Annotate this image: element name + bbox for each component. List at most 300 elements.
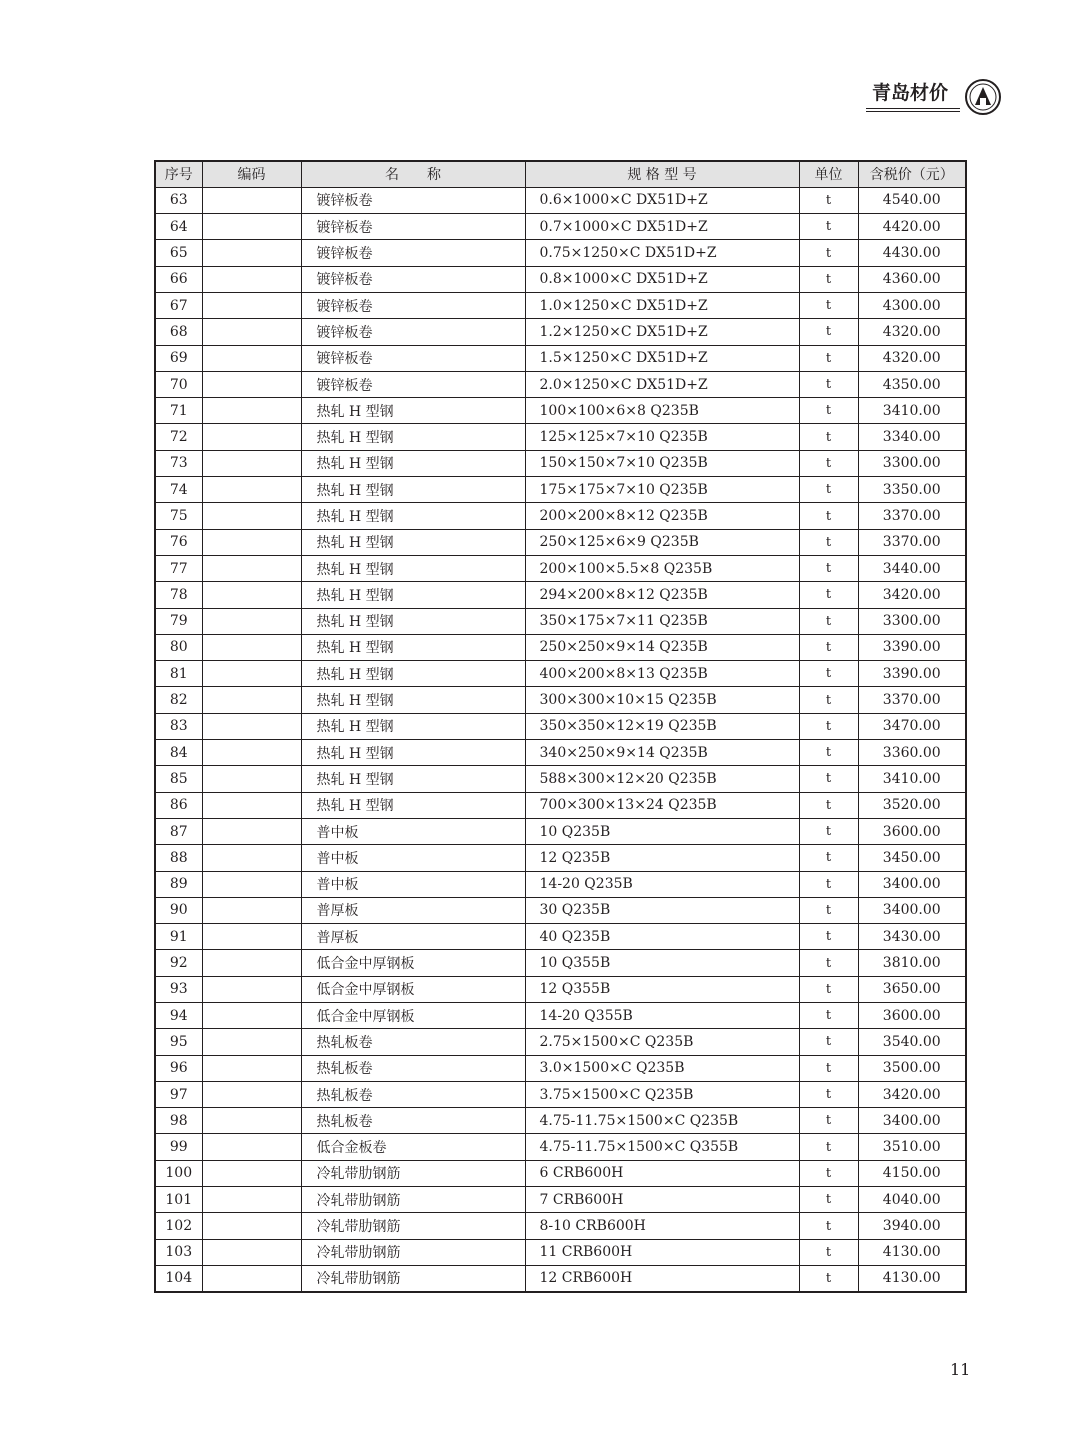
spec-cell: 200×200×8×12 Q235B xyxy=(525,503,799,529)
spec-cell: 2.75×1500×C Q235B xyxy=(525,1029,799,1055)
spec-cell: 6 CRB600H xyxy=(525,1160,799,1186)
spec-cell: 588×300×12×20 Q235B xyxy=(525,766,799,792)
price-cell: 3470.00 xyxy=(858,713,966,739)
unit-cell: t xyxy=(799,319,858,345)
price-cell: 3420.00 xyxy=(858,1081,966,1107)
spec-cell: 3.0×1500×C Q235B xyxy=(525,1055,799,1081)
name-cell: 热轧 H 型钢 xyxy=(301,529,525,555)
price-cell: 3600.00 xyxy=(858,1003,966,1029)
row-number-cell: 66 xyxy=(155,266,202,292)
spec-cell: 10 Q355B xyxy=(525,950,799,976)
code-cell xyxy=(202,924,301,950)
name-cell: 镀锌板卷 xyxy=(301,187,525,213)
column-header-name: 名 称 xyxy=(301,161,525,187)
row-number-cell: 91 xyxy=(155,924,202,950)
price-cell: 4420.00 xyxy=(858,214,966,240)
unit-cell: t xyxy=(799,187,858,213)
table-header xyxy=(155,161,966,187)
table-row xyxy=(155,1108,966,1134)
spec-cell: 300×300×10×15 Q235B xyxy=(525,687,799,713)
code-cell xyxy=(202,608,301,634)
code-cell xyxy=(202,529,301,555)
row-number-cell: 94 xyxy=(155,1003,202,1029)
code-cell xyxy=(202,1213,301,1239)
spec-cell: 14-20 Q235B xyxy=(525,871,799,897)
unit-cell: t xyxy=(799,792,858,818)
price-cell: 3440.00 xyxy=(858,555,966,581)
row-number-cell: 81 xyxy=(155,661,202,687)
price-cell: 3400.00 xyxy=(858,897,966,923)
unit-cell: t xyxy=(799,871,858,897)
unit-cell: t xyxy=(799,477,858,503)
table-body xyxy=(155,187,966,1291)
code-cell xyxy=(202,371,301,397)
spec-cell: 125×125×7×10 Q235B xyxy=(525,424,799,450)
price-cell: 3340.00 xyxy=(858,424,966,450)
table-row xyxy=(155,740,966,766)
table-row xyxy=(155,976,966,1002)
spec-cell: 0.8×1000×C DX51D+Z xyxy=(525,266,799,292)
code-cell xyxy=(202,1003,301,1029)
unit-cell: t xyxy=(799,345,858,371)
table-row xyxy=(155,371,966,397)
unit-cell: t xyxy=(799,1134,858,1160)
name-cell: 热轧 H 型钢 xyxy=(301,792,525,818)
unit-cell: t xyxy=(799,529,858,555)
price-cell: 4320.00 xyxy=(858,345,966,371)
row-number-cell: 63 xyxy=(155,187,202,213)
code-cell xyxy=(202,266,301,292)
code-cell xyxy=(202,477,301,503)
unit-cell: t xyxy=(799,713,858,739)
code-cell xyxy=(202,1134,301,1160)
code-cell xyxy=(202,1160,301,1186)
table-row xyxy=(155,1265,966,1291)
name-cell: 热轧 H 型钢 xyxy=(301,555,525,581)
name-cell: 普中板 xyxy=(301,818,525,844)
unit-cell: t xyxy=(799,818,858,844)
price-cell: 3370.00 xyxy=(858,503,966,529)
name-cell: 普中板 xyxy=(301,871,525,897)
spec-cell: 10 Q235B xyxy=(525,818,799,844)
row-number-cell: 84 xyxy=(155,740,202,766)
price-cell: 3360.00 xyxy=(858,740,966,766)
unit-cell: t xyxy=(799,1108,858,1134)
unit-cell: t xyxy=(799,1213,858,1239)
code-cell xyxy=(202,398,301,424)
row-number-cell: 70 xyxy=(155,371,202,397)
table-row xyxy=(155,1187,966,1213)
unit-cell: t xyxy=(799,555,858,581)
price-cell: 3420.00 xyxy=(858,582,966,608)
row-number-cell: 72 xyxy=(155,424,202,450)
column-header-unit: 单位 xyxy=(799,161,858,187)
name-cell: 热轧 H 型钢 xyxy=(301,634,525,660)
row-number-cell: 64 xyxy=(155,214,202,240)
unit-cell: t xyxy=(799,950,858,976)
spec-cell: 7 CRB600H xyxy=(525,1187,799,1213)
header-row xyxy=(155,161,966,187)
name-cell: 冷轧带肋钢筋 xyxy=(301,1265,525,1291)
code-cell xyxy=(202,1265,301,1291)
column-header-spec: 规 格 型 号 xyxy=(525,161,799,187)
page-number: 11 xyxy=(950,1360,971,1379)
spec-cell: 12 Q235B xyxy=(525,845,799,871)
unit-cell: t xyxy=(799,740,858,766)
price-cell: 4300.00 xyxy=(858,292,966,318)
unit-cell: t xyxy=(799,845,858,871)
code-cell xyxy=(202,450,301,476)
name-cell: 冷轧带肋钢筋 xyxy=(301,1160,525,1186)
row-number-cell: 76 xyxy=(155,529,202,555)
name-cell: 冷轧带肋钢筋 xyxy=(301,1213,525,1239)
publication-title: 青岛材价 xyxy=(872,82,949,104)
name-cell: 镀锌板卷 xyxy=(301,345,525,371)
price-cell: 3400.00 xyxy=(858,1108,966,1134)
name-cell: 普厚板 xyxy=(301,897,525,923)
table-row xyxy=(155,818,966,844)
spec-cell: 1.0×1250×C DX51D+Z xyxy=(525,292,799,318)
name-cell: 镀锌板卷 xyxy=(301,240,525,266)
spec-cell: 400×200×8×13 Q235B xyxy=(525,661,799,687)
spec-cell: 100×100×6×8 Q235B xyxy=(525,398,799,424)
name-cell: 热轧板卷 xyxy=(301,1055,525,1081)
table-row xyxy=(155,503,966,529)
unit-cell: t xyxy=(799,634,858,660)
code-cell xyxy=(202,845,301,871)
price-cell: 3400.00 xyxy=(858,871,966,897)
spec-cell: 250×125×6×9 Q235B xyxy=(525,529,799,555)
price-cell: 4130.00 xyxy=(858,1265,966,1291)
name-cell: 低合金中厚钢板 xyxy=(301,1003,525,1029)
row-number-cell: 102 xyxy=(155,1213,202,1239)
spec-cell: 30 Q235B xyxy=(525,897,799,923)
row-number-cell: 82 xyxy=(155,687,202,713)
unit-cell: t xyxy=(799,503,858,529)
table-row xyxy=(155,1134,966,1160)
spec-cell: 350×350×12×19 Q235B xyxy=(525,713,799,739)
name-cell: 热轧 H 型钢 xyxy=(301,766,525,792)
row-number-cell: 97 xyxy=(155,1081,202,1107)
unit-cell: t xyxy=(799,924,858,950)
price-cell: 3510.00 xyxy=(858,1134,966,1160)
header-rule xyxy=(866,108,960,112)
unit-cell: t xyxy=(799,976,858,1002)
price-cell: 3390.00 xyxy=(858,661,966,687)
row-number-cell: 100 xyxy=(155,1160,202,1186)
spec-cell: 4.75-11.75×1500×C Q235B xyxy=(525,1108,799,1134)
name-cell: 普厚板 xyxy=(301,924,525,950)
row-number-cell: 98 xyxy=(155,1108,202,1134)
price-cell: 3410.00 xyxy=(858,398,966,424)
unit-cell: t xyxy=(799,766,858,792)
row-number-cell: 71 xyxy=(155,398,202,424)
name-cell: 低合金中厚钢板 xyxy=(301,976,525,1002)
spec-cell: 350×175×7×11 Q235B xyxy=(525,608,799,634)
unit-cell: t xyxy=(799,424,858,450)
name-cell: 热轧 H 型钢 xyxy=(301,503,525,529)
row-number-cell: 88 xyxy=(155,845,202,871)
code-cell xyxy=(202,687,301,713)
code-cell xyxy=(202,766,301,792)
spec-cell: 0.6×1000×C DX51D+Z xyxy=(525,187,799,213)
spec-cell: 150×150×7×10 Q235B xyxy=(525,450,799,476)
code-cell xyxy=(202,240,301,266)
spec-cell: 294×200×8×12 Q235B xyxy=(525,582,799,608)
name-cell: 热轧 H 型钢 xyxy=(301,687,525,713)
row-number-cell: 79 xyxy=(155,608,202,634)
spec-cell: 14-20 Q355B xyxy=(525,1003,799,1029)
spec-cell: 1.5×1250×C DX51D+Z xyxy=(525,345,799,371)
row-number-cell: 77 xyxy=(155,555,202,581)
code-cell xyxy=(202,292,301,318)
name-cell: 低合金中厚钢板 xyxy=(301,950,525,976)
price-cell: 3540.00 xyxy=(858,1029,966,1055)
table-row xyxy=(155,634,966,660)
column-header-code: 编码 xyxy=(202,161,301,187)
price-cell: 4350.00 xyxy=(858,371,966,397)
name-cell: 热轧板卷 xyxy=(301,1081,525,1107)
unit-cell: t xyxy=(799,240,858,266)
name-cell: 热轧 H 型钢 xyxy=(301,713,525,739)
spec-cell: 0.7×1000×C DX51D+Z xyxy=(525,214,799,240)
name-cell: 热轧 H 型钢 xyxy=(301,740,525,766)
table-row xyxy=(155,555,966,581)
code-cell xyxy=(202,345,301,371)
row-number-cell: 93 xyxy=(155,976,202,1002)
row-number-cell: 73 xyxy=(155,450,202,476)
row-number-cell: 74 xyxy=(155,477,202,503)
table-row xyxy=(155,240,966,266)
unit-cell: t xyxy=(799,292,858,318)
table-row xyxy=(155,319,966,345)
spec-cell: 1.2×1250×C DX51D+Z xyxy=(525,319,799,345)
price-cell: 4130.00 xyxy=(858,1239,966,1265)
spec-cell: 3.75×1500×C Q235B xyxy=(525,1081,799,1107)
unit-cell: t xyxy=(799,1003,858,1029)
table-row xyxy=(155,713,966,739)
price-cell: 3940.00 xyxy=(858,1213,966,1239)
row-number-cell: 83 xyxy=(155,713,202,739)
price-cell: 4150.00 xyxy=(858,1160,966,1186)
code-cell xyxy=(202,740,301,766)
price-table xyxy=(154,160,967,1293)
table-row xyxy=(155,1029,966,1055)
spec-cell: 12 CRB600H xyxy=(525,1265,799,1291)
row-number-cell: 67 xyxy=(155,292,202,318)
column-header-no: 序号 xyxy=(155,161,202,187)
price-cell: 3370.00 xyxy=(858,687,966,713)
name-cell: 镀锌板卷 xyxy=(301,371,525,397)
unit-cell: t xyxy=(799,214,858,240)
spec-cell: 175×175×7×10 Q235B xyxy=(525,477,799,503)
table-row xyxy=(155,1213,966,1239)
price-cell: 4430.00 xyxy=(858,240,966,266)
code-cell xyxy=(202,713,301,739)
price-cell: 3450.00 xyxy=(858,845,966,871)
spec-cell: 700×300×13×24 Q235B xyxy=(525,792,799,818)
spec-cell: 40 Q235B xyxy=(525,924,799,950)
name-cell: 普中板 xyxy=(301,845,525,871)
table-row xyxy=(155,529,966,555)
price-cell: 3370.00 xyxy=(858,529,966,555)
table-row xyxy=(155,345,966,371)
code-cell xyxy=(202,818,301,844)
table-row xyxy=(155,398,966,424)
name-cell: 冷轧带肋钢筋 xyxy=(301,1187,525,1213)
code-cell xyxy=(202,1029,301,1055)
code-cell xyxy=(202,214,301,240)
name-cell: 镀锌板卷 xyxy=(301,214,525,240)
price-cell: 4360.00 xyxy=(858,266,966,292)
name-cell: 热轧 H 型钢 xyxy=(301,582,525,608)
table-row xyxy=(155,792,966,818)
unit-cell: t xyxy=(799,687,858,713)
row-number-cell: 75 xyxy=(155,503,202,529)
row-number-cell: 86 xyxy=(155,792,202,818)
table-row xyxy=(155,477,966,503)
name-cell: 热轧板卷 xyxy=(301,1029,525,1055)
unit-cell: t xyxy=(799,1187,858,1213)
code-cell xyxy=(202,976,301,1002)
table-row xyxy=(155,1081,966,1107)
price-cell: 4540.00 xyxy=(858,187,966,213)
price-cell: 3300.00 xyxy=(858,608,966,634)
table-row xyxy=(155,266,966,292)
price-cell: 3600.00 xyxy=(858,818,966,844)
unit-cell: t xyxy=(799,371,858,397)
row-number-cell: 65 xyxy=(155,240,202,266)
code-cell xyxy=(202,634,301,660)
unit-cell: t xyxy=(799,608,858,634)
price-cell: 3520.00 xyxy=(858,792,966,818)
row-number-cell: 99 xyxy=(155,1134,202,1160)
table-row xyxy=(155,950,966,976)
spec-cell: 4.75-11.75×1500×C Q355B xyxy=(525,1134,799,1160)
name-cell: 镀锌板卷 xyxy=(301,292,525,318)
unit-cell: t xyxy=(799,450,858,476)
code-cell xyxy=(202,1108,301,1134)
name-cell: 低合金板卷 xyxy=(301,1134,525,1160)
name-cell: 冷轧带肋钢筋 xyxy=(301,1239,525,1265)
table-row xyxy=(155,450,966,476)
spec-cell: 200×100×5.5×8 Q235B xyxy=(525,555,799,581)
row-number-cell: 78 xyxy=(155,582,202,608)
unit-cell: t xyxy=(799,1055,858,1081)
table-row xyxy=(155,1055,966,1081)
unit-cell: t xyxy=(799,1029,858,1055)
price-cell: 4320.00 xyxy=(858,319,966,345)
row-number-cell: 80 xyxy=(155,634,202,660)
code-cell xyxy=(202,319,301,345)
row-number-cell: 95 xyxy=(155,1029,202,1055)
table-row xyxy=(155,871,966,897)
code-cell xyxy=(202,1055,301,1081)
price-cell: 3350.00 xyxy=(858,477,966,503)
row-number-cell: 104 xyxy=(155,1265,202,1291)
name-cell: 热轧 H 型钢 xyxy=(301,661,525,687)
code-cell xyxy=(202,1081,301,1107)
code-cell xyxy=(202,897,301,923)
price-cell: 3810.00 xyxy=(858,950,966,976)
table-row xyxy=(155,766,966,792)
price-cell: 3650.00 xyxy=(858,976,966,1002)
code-cell xyxy=(202,555,301,581)
spec-cell: 0.75×1250×C DX51D+Z xyxy=(525,240,799,266)
table-row xyxy=(155,582,966,608)
row-number-cell: 69 xyxy=(155,345,202,371)
row-number-cell: 68 xyxy=(155,319,202,345)
row-number-cell: 85 xyxy=(155,766,202,792)
spec-cell: 12 Q355B xyxy=(525,976,799,1002)
row-number-cell: 101 xyxy=(155,1187,202,1213)
name-cell: 镀锌板卷 xyxy=(301,319,525,345)
table-row xyxy=(155,661,966,687)
unit-cell: t xyxy=(799,661,858,687)
row-number-cell: 90 xyxy=(155,897,202,923)
table-row xyxy=(155,292,966,318)
row-number-cell: 96 xyxy=(155,1055,202,1081)
column-header-price: 含税价（元） xyxy=(858,161,966,187)
row-number-cell: 103 xyxy=(155,1239,202,1265)
price-cell: 3300.00 xyxy=(858,450,966,476)
table-row xyxy=(155,1239,966,1265)
unit-cell: t xyxy=(799,398,858,424)
table-row xyxy=(155,187,966,213)
unit-cell: t xyxy=(799,1239,858,1265)
code-cell xyxy=(202,1187,301,1213)
price-cell: 3500.00 xyxy=(858,1055,966,1081)
table-row xyxy=(155,1160,966,1186)
spec-cell: 2.0×1250×C DX51D+Z xyxy=(525,371,799,397)
code-cell xyxy=(202,424,301,450)
table-row xyxy=(155,608,966,634)
code-cell xyxy=(202,792,301,818)
table-row xyxy=(155,1003,966,1029)
name-cell: 热轧板卷 xyxy=(301,1108,525,1134)
code-cell xyxy=(202,871,301,897)
unit-cell: t xyxy=(799,897,858,923)
table-row xyxy=(155,424,966,450)
name-cell: 镀锌板卷 xyxy=(301,266,525,292)
table-row xyxy=(155,687,966,713)
name-cell: 热轧 H 型钢 xyxy=(301,398,525,424)
price-cell: 3410.00 xyxy=(858,766,966,792)
spec-cell: 250×250×9×14 Q235B xyxy=(525,634,799,660)
code-cell xyxy=(202,661,301,687)
unit-cell: t xyxy=(799,1081,858,1107)
row-number-cell: 87 xyxy=(155,818,202,844)
price-cell: 3390.00 xyxy=(858,634,966,660)
name-cell: 热轧 H 型钢 xyxy=(301,424,525,450)
code-cell xyxy=(202,582,301,608)
spec-cell: 8-10 CRB600H xyxy=(525,1213,799,1239)
price-cell: 4040.00 xyxy=(858,1187,966,1213)
code-cell xyxy=(202,187,301,213)
unit-cell: t xyxy=(799,1160,858,1186)
name-cell: 热轧 H 型钢 xyxy=(301,477,525,503)
name-cell: 热轧 H 型钢 xyxy=(301,450,525,476)
name-cell: 热轧 H 型钢 xyxy=(301,608,525,634)
unit-cell: t xyxy=(799,266,858,292)
unit-cell: t xyxy=(799,582,858,608)
code-cell xyxy=(202,1239,301,1265)
row-number-cell: 92 xyxy=(155,950,202,976)
row-number-cell: 89 xyxy=(155,871,202,897)
spec-cell: 11 CRB600H xyxy=(525,1239,799,1265)
table-row xyxy=(155,845,966,871)
code-cell xyxy=(202,503,301,529)
